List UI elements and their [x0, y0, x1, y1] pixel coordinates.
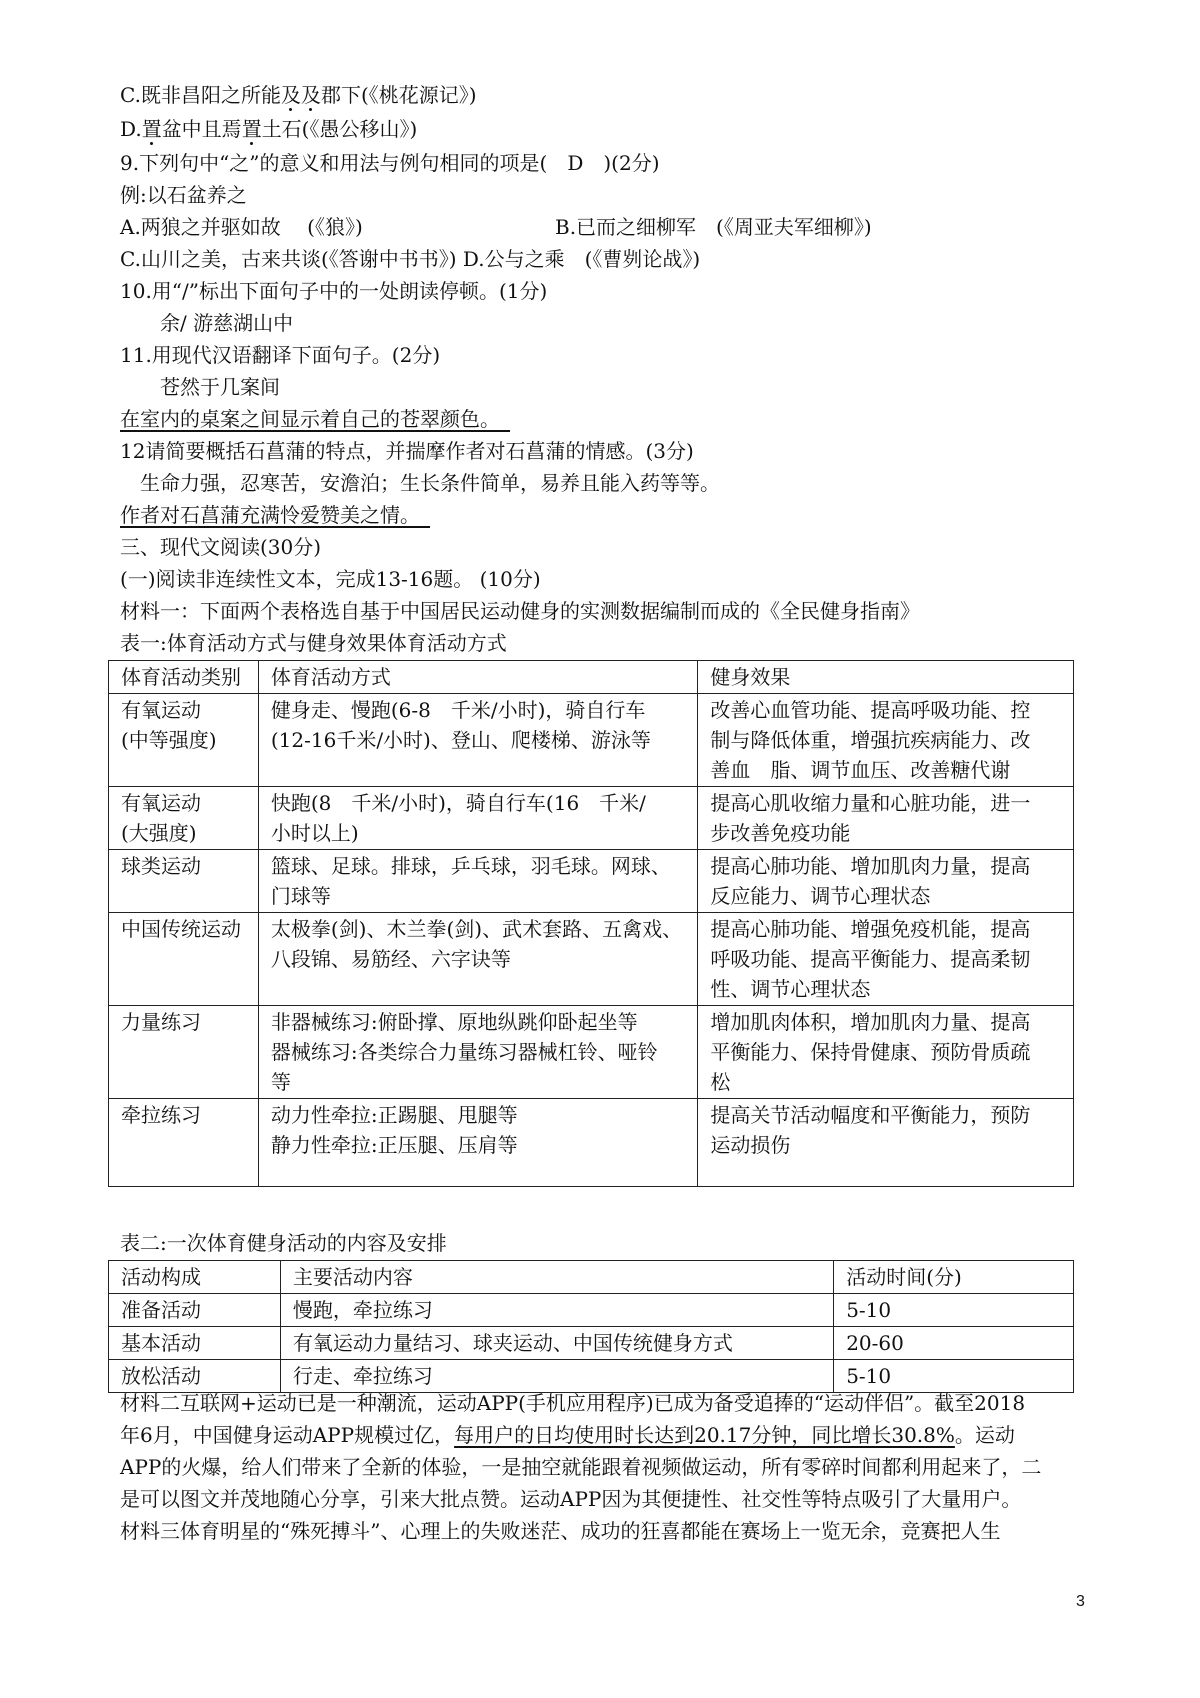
table-cell-part: 准备活动 — [109, 1294, 281, 1327]
table-row — [109, 694, 1074, 787]
question-9-option-a: A.两狼之并驱如故 (《狼》) — [120, 215, 363, 239]
table-cell-effect: 提高心肺功能、增加肌肉力量，提高 反应能力、调节心理状态 — [698, 850, 1074, 913]
table-cell-method: 动力性牵拉:正踢腿、甩腿等 静力性牵拉:正压腿、压肩等 — [258, 1099, 698, 1187]
material-3-line-1: 材料三体育明星的“殊死搏斗”、心理上的失败迷茫、成功的狂喜都能在赛场上一览无余，竞赛把人生 — [120, 1519, 1001, 1543]
table-activity-effects — [108, 660, 1074, 1187]
table-cell-time: 5-10 — [834, 1294, 1074, 1327]
question-11-answer: 在室内的桌案之间显示着自己的苍翠颜色。 — [120, 407, 490, 431]
question-9: 9.下列句中“之”的意义和用法与例句相同的项是( D )(2分) — [120, 151, 660, 175]
table-cell-method: 快跑(8 千米/小时)，骑自行车(16 千米/ 小时以上) — [258, 787, 698, 850]
dotted-char: 及 — [280, 83, 301, 107]
table-cell-method: 篮球、足球。排球，乒乓球，羽毛球。网球、 门球等 — [258, 850, 698, 913]
table-cell-time: 5-10 — [834, 1360, 1074, 1393]
table-cell-effect: 提高心肺功能、增强免疫机能，提高 呼吸功能、提高平衡能力、提高柔韧 性、调节心理状态 — [698, 913, 1074, 1006]
material-1-intro: 材料一：下面两个表格选自基于中国居民运动健身的实测数据编制而成的《全民健身指南》 — [120, 599, 920, 623]
table-cell-effect: 增加肌肉体积，增加肌肉力量、提高 平衡能力、保持骨健康、预防骨质疏 松 — [698, 1006, 1074, 1099]
table-2-caption: 表二:一次体育健身活动的内容及安排 — [120, 1231, 447, 1255]
table-header-row — [109, 661, 1074, 694]
table-cell-method: 太极拳(剑)、木兰拳(剑)、武术套路、五禽戏、 八段锦、易筋经、六字诀等 — [258, 913, 698, 1006]
table-cell-effect: 改善心血管功能、提高呼吸功能、控 制与降低体重，增强抗疾病能力、改 善血 脂、调节血压、改善糖代谢 — [698, 694, 1074, 787]
table-row — [109, 1099, 1074, 1187]
material-2-line-3: APP的火爆，给人们带来了全新的体验，一是抽空就能跟着视频做运动，所有零碎时间都利用起来了，二 — [120, 1455, 1042, 1479]
table-header-cell: 体育活动方式 — [258, 661, 698, 694]
table-1-caption: 表一:体育活动方式与健身效果体育活动方式 — [120, 631, 507, 655]
material-2-line-4: 是可以图文并茂地随心分享，引来大批点赞。运动APP因为其便捷性、社交性等特点吸引了大量用户。 — [120, 1487, 1022, 1511]
table-cell-category: 中国传统运动 — [109, 913, 259, 1006]
table-cell-part: 放松活动 — [109, 1360, 281, 1393]
table-cell-method: 健身走、慢跑(6-8 千米/小时)，骑自行车 (12-16千米/小时)、登山、爬楼梯、游泳等 — [258, 694, 698, 787]
dotted-char: 置 — [141, 117, 162, 141]
table-header-cell: 体育活动类别 — [109, 661, 259, 694]
page-number: 3 — [1076, 1593, 1085, 1610]
table-cell-effect: 提高关节活动幅度和平衡能力，预防 运动损伤 — [698, 1099, 1074, 1187]
dotted-char: 及 — [300, 83, 321, 107]
table-cell-category: 牵拉练习 — [109, 1099, 259, 1187]
table-header-row — [109, 1261, 1074, 1294]
table-header-cell: 活动构成 — [109, 1261, 281, 1294]
part-1-heading: (一)阅读非连续性文本，完成13-16题。 (10分) — [120, 567, 541, 591]
question-9-option-b: B.已而之细柳军 (《周亚夫军细柳》) — [555, 215, 872, 239]
question-9-options-cd: C.山川之美，古来共谈(《答谢中书书》) D.公与之乘 (《曹刿论战》) — [120, 247, 701, 271]
table-row — [109, 1006, 1074, 1099]
dotted-char: 置 — [241, 117, 262, 141]
table-header-cell: 健身效果 — [698, 661, 1074, 694]
q8-option-c: C.既非昌阳之所能及及郡下(《桃花源记》) — [120, 83, 477, 107]
table-cell-effect: 提高心肌收缩力量和心脏功能，进一 步改善免疫功能 — [698, 787, 1074, 850]
table-row — [109, 850, 1074, 913]
material-2-line-1: 材料二互联网+运动已是一种潮流，运动APP(手机应用程序)已成为备受追捧的“运动伴侣”。截至2018 — [120, 1391, 1026, 1415]
table-cell-category: 有氧运动 (中等强度) — [109, 694, 259, 787]
question-11-sentence: 苍然于几案间 — [160, 375, 280, 399]
table-row — [109, 1294, 1074, 1327]
question-12-answer-1: 生命力强，忍寒苦，安澹泊；生长条件简单，易养且能入药等等。 — [140, 471, 720, 495]
table-cell-part: 基本活动 — [109, 1327, 281, 1360]
table-cell-method: 非器械练习:俯卧撑、原地纵跳仰卧起坐等 器械练习:各类综合力量练习器械杠铃、哑铃 等 — [258, 1006, 698, 1099]
question-9-example: 例:以石盆养之 — [120, 183, 247, 207]
table-cell-category: 球类运动 — [109, 850, 259, 913]
question-12-answer-2: 作者对石菖蒲充满怜爱赞美之情。 — [120, 503, 410, 527]
question-12: 12请简要概括石菖蒲的特点，并揣摩作者对石菖蒲的情感。(3分) — [120, 439, 694, 463]
table-row — [109, 913, 1074, 1006]
section-3-heading: 三、现代文阅读(30分) — [120, 535, 322, 559]
table-header-cell: 活动时间(分) — [834, 1261, 1074, 1294]
q8-option-d: D.置盆中且焉置土石(《愚公移山》) — [120, 117, 418, 141]
table-cell-category: 有氧运动 (大强度) — [109, 787, 259, 850]
table-cell-category: 力量练习 — [109, 1006, 259, 1099]
table-cell-time: 20-60 — [834, 1327, 1074, 1360]
underlined-statistic: 每用户的日均使用时长达到20.17分钟，同比增长30.8% — [454, 1423, 955, 1447]
table-cell-content: 行走、牵拉练习 — [280, 1360, 833, 1393]
table-activity-schedule — [108, 1260, 1074, 1393]
table-cell-content: 慢跑，牵拉练习 — [280, 1294, 833, 1327]
table-row — [109, 1327, 1074, 1360]
table-cell-content: 有氧运动力量结习、球夹运动、中国传统健身方式 — [280, 1327, 833, 1360]
table-row — [109, 787, 1074, 850]
table-header-cell: 主要活动内容 — [280, 1261, 833, 1294]
question-11: 11.用现代汉语翻译下面句子。(2分) — [120, 343, 441, 367]
question-10: 10.用“/”标出下面句子中的一处朗读停顿。(1分) — [120, 279, 548, 303]
question-10-answer: 余/ 游慈湖山中 — [160, 311, 294, 335]
material-2-line-2: 年6月，中国健身运动APP规模过亿，每用户的日均使用时长达到20.17分钟，同比增长30.8%。运动 — [120, 1423, 1015, 1447]
